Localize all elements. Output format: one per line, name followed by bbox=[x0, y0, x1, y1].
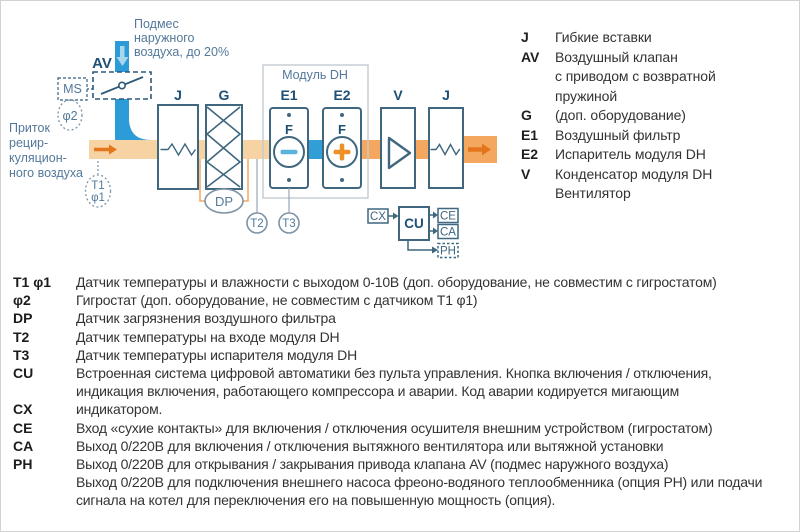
note-row bbox=[13, 346, 797, 364]
legend-row bbox=[521, 145, 793, 165]
sensor-io-notes bbox=[13, 273, 797, 510]
note-row bbox=[13, 364, 797, 382]
note-row bbox=[13, 419, 797, 437]
svg-text:воздуха, до 20%: воздуха, до 20% bbox=[134, 45, 230, 59]
note-row-label: CX bbox=[13, 401, 33, 418]
svg-text:F: F bbox=[338, 122, 346, 137]
note-row-label: T1 φ1 bbox=[13, 274, 52, 290]
legend-row-label: V bbox=[521, 165, 531, 182]
legend-row-label: J bbox=[521, 29, 529, 45]
fresh-air-arrow-icon bbox=[120, 46, 125, 58]
legend-row-text: с приводом с возвратной bbox=[555, 68, 716, 84]
note-row-text: Датчик температуры и влажности с выходом 0-10В (доп. оборудование, не совместим с гигростатом) bbox=[76, 274, 717, 290]
svg-text:CX: CX bbox=[370, 211, 386, 223]
ms-actuator bbox=[58, 78, 93, 100]
legend-row-label bbox=[521, 67, 555, 87]
legend-row-text: Конденсатор модуля DH bbox=[555, 165, 713, 182]
v-fan bbox=[381, 87, 415, 188]
note-row-label: DP bbox=[13, 310, 33, 327]
svg-text:T1: T1 bbox=[91, 180, 105, 192]
svg-text:наружного: наружного bbox=[134, 31, 195, 45]
svg-text:AV: AV bbox=[92, 55, 112, 72]
svg-text:F: F bbox=[285, 122, 293, 137]
note-row-text: сигнала на котел для переключения его на повышенную мощность (опция). bbox=[76, 492, 556, 509]
legend-row-text: Вентилятор bbox=[555, 185, 631, 201]
legend-row bbox=[521, 67, 793, 87]
svg-text:G: G bbox=[218, 87, 230, 103]
cooling-minus-icon bbox=[281, 150, 298, 155]
note-row-text: Датчик загрязнения воздушного фильтра bbox=[76, 310, 336, 327]
note-row-text: Выход 0/220В для подключения внешнего насоса фреоно-водяного теплообменника (опция PH) или подачи bbox=[76, 474, 763, 491]
e2-condenser bbox=[323, 87, 361, 188]
legend-row-label: AV bbox=[521, 48, 540, 65]
svg-text:E2: E2 bbox=[333, 87, 351, 103]
svg-text:φ1: φ1 bbox=[91, 192, 105, 204]
note-row-text: индикация включения, работающего компрессора и аварии. Код аварии кодируется мигающим bbox=[76, 383, 680, 400]
note-row-text: Датчик температуры испарителя модуля DH bbox=[76, 346, 357, 363]
phi2-hygrostat bbox=[58, 100, 82, 130]
legend-row-label bbox=[521, 87, 555, 107]
svg-text:J: J bbox=[174, 87, 182, 103]
legend-row-text: Испаритель модуля DH bbox=[555, 146, 706, 162]
legend-row-text: Гибкие вставки bbox=[555, 29, 652, 45]
note-row-label: PH bbox=[13, 456, 33, 473]
legend-row bbox=[521, 106, 793, 126]
svg-text:φ2: φ2 bbox=[62, 109, 78, 123]
t3-sensor bbox=[279, 188, 299, 233]
note-row bbox=[13, 473, 797, 491]
legend-row-label: G bbox=[521, 107, 532, 123]
legend-row bbox=[521, 165, 793, 185]
svg-text:T2: T2 bbox=[250, 218, 264, 230]
svg-text:DP: DP bbox=[214, 194, 234, 209]
svg-text:Модуль DH: Модуль DH bbox=[282, 68, 348, 82]
mix-air-note bbox=[134, 17, 229, 59]
legend-row bbox=[521, 28, 793, 48]
note-row-text: Гигростат (доп. оборудование, не совместим с датчиком T1 φ1) bbox=[76, 292, 478, 309]
svg-text:T3: T3 bbox=[282, 218, 296, 230]
note-row-text: Выход 0/220В для открывания / закрывания привода клапана AV (подмес наружного воздуха) bbox=[76, 456, 669, 473]
note-row-label: T3 bbox=[13, 346, 30, 363]
note-row-text: Датчик температуры на входе модуля DH bbox=[76, 328, 340, 345]
legend-row-text: (доп. оборудование) bbox=[555, 107, 686, 123]
note-row bbox=[13, 291, 797, 309]
note-row bbox=[13, 437, 797, 455]
note-row bbox=[13, 328, 797, 346]
note-row-label: CE bbox=[13, 419, 33, 436]
legend-row-text: Воздушный клапан bbox=[555, 48, 678, 65]
note-row bbox=[13, 309, 797, 327]
legend-row bbox=[521, 126, 793, 146]
note-row-label: T2 bbox=[13, 328, 30, 345]
svg-text:CE: CE bbox=[440, 210, 456, 223]
svg-text:ного воздуха: ного воздуха bbox=[9, 166, 83, 180]
note-row-text: Вход «сухие контакты» для включения / отключения осушителя внешним устройством (гигростатом) bbox=[76, 419, 713, 436]
j2-flexible-insert bbox=[429, 87, 463, 188]
legend-row-label: E2 bbox=[521, 146, 538, 162]
legend-row bbox=[521, 87, 793, 107]
svg-text:Подмес: Подмес bbox=[134, 17, 179, 31]
legend-row-label bbox=[521, 184, 555, 204]
legend-row bbox=[521, 184, 793, 204]
svg-text:Приток: Приток bbox=[9, 121, 50, 135]
j1-flexible-insert bbox=[158, 87, 198, 189]
t2-sensor bbox=[247, 159, 267, 233]
t1-phi1-sensor bbox=[86, 161, 111, 207]
scheme-diagram bbox=[1, 1, 521, 271]
cu-control-cluster bbox=[368, 207, 458, 258]
note-row bbox=[13, 382, 797, 400]
note-row-text: Встроенная система цифровой автоматики без пульта управления. Кнопка включения / отключения, bbox=[76, 365, 712, 382]
svg-text:PH: PH bbox=[440, 245, 456, 258]
g-filter bbox=[206, 87, 242, 189]
note-row-label bbox=[13, 382, 76, 400]
svg-text:J: J bbox=[442, 87, 450, 103]
note-row-text: индикатором. bbox=[76, 401, 163, 418]
legend-row-label: E1 bbox=[521, 126, 538, 143]
svg-text:рецир-: рецир- bbox=[9, 136, 49, 150]
note-row-label: CA bbox=[13, 437, 34, 454]
svg-text:CA: CA bbox=[440, 226, 456, 239]
note-row-label: CU bbox=[13, 365, 34, 382]
svg-text:куляцион-: куляцион- bbox=[9, 151, 67, 165]
legend-row-text: Воздушный фильтр bbox=[555, 126, 681, 143]
svg-text:CU: CU bbox=[404, 216, 424, 231]
component-legend bbox=[521, 28, 793, 204]
legend-row-text: пружиной bbox=[555, 87, 618, 104]
note-row bbox=[13, 491, 797, 509]
note-row-label bbox=[13, 491, 76, 509]
svg-text:E1: E1 bbox=[280, 87, 298, 103]
e1-evaporator bbox=[270, 87, 308, 188]
note-row bbox=[13, 455, 797, 473]
note-row bbox=[13, 273, 797, 291]
note-row-text: Выход 0/220В для включения / отключения вытяжного вентилятора или вытяжной установки bbox=[76, 437, 664, 454]
note-row bbox=[13, 400, 797, 418]
note-row-label bbox=[13, 473, 76, 491]
legend-row bbox=[521, 48, 793, 68]
svg-text:V: V bbox=[393, 87, 403, 103]
note-row-label: φ2 bbox=[13, 292, 31, 309]
svg-text:MS: MS bbox=[63, 82, 82, 96]
